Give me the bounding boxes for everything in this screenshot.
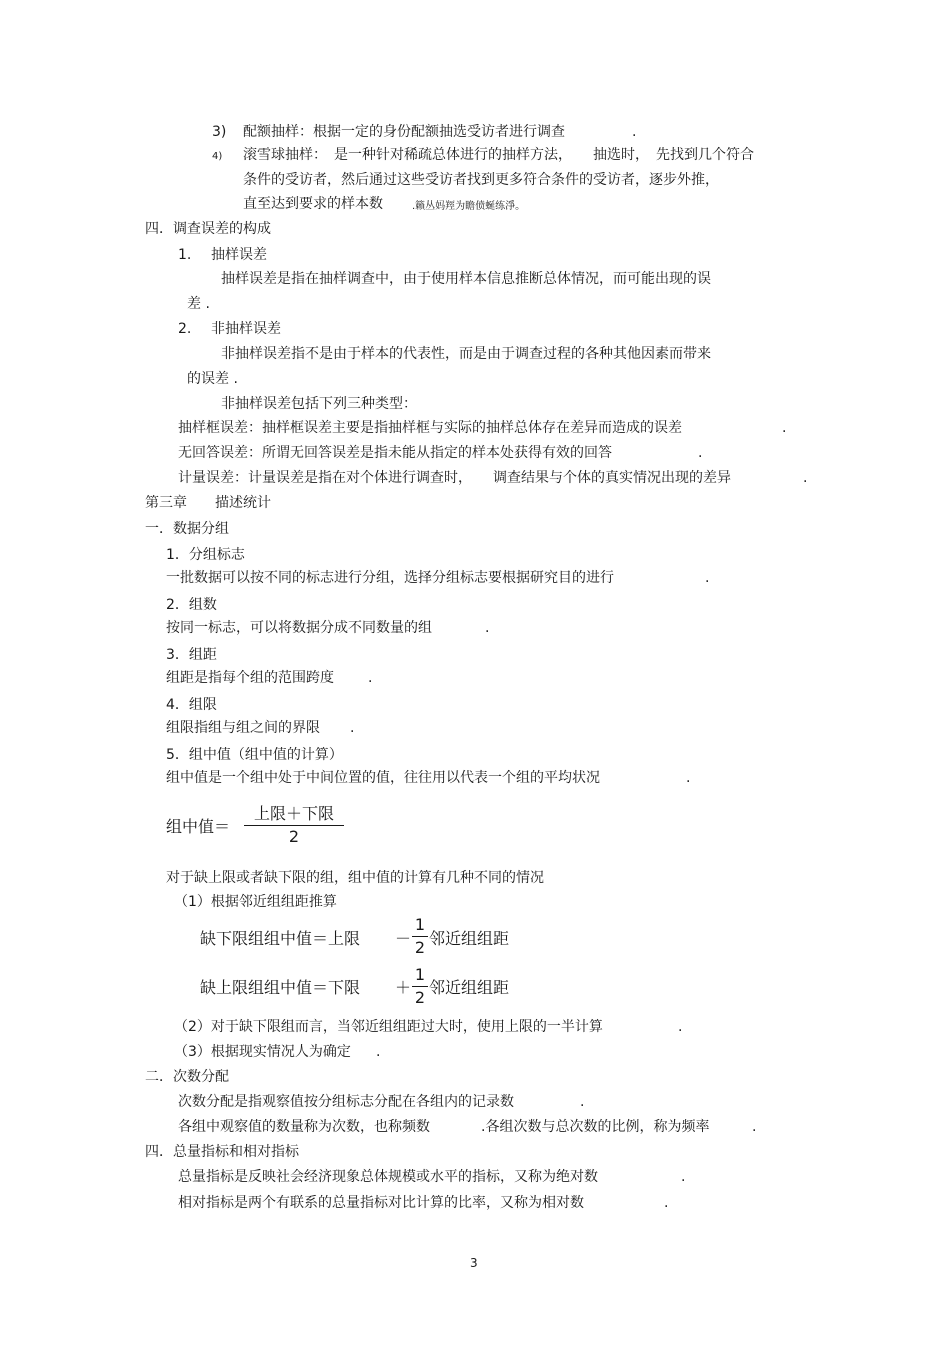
formula-numerator: 1 [414, 965, 426, 984]
error-type: 计量误差：计量误差是指在对个体进行调查时， 调查结果与个体的真实情况出现的差异 [178, 470, 731, 486]
section-heading: 一．数据分组 [145, 521, 229, 537]
formula-denominator: 2 [414, 938, 426, 957]
sub-heading: 5．组中值（组中值的计算） [166, 747, 343, 763]
section-heading: 四．调查误差的构成 [145, 221, 271, 237]
section-heading: 二．次数分配 [145, 1069, 229, 1085]
paragraph: 的误差 . [187, 371, 238, 387]
paragraph: 组限指组与组之间的界限 [166, 720, 320, 736]
sub-heading: 3．组距 [166, 647, 217, 663]
paragraph: 差 . [187, 296, 210, 312]
formula-operator: － [395, 929, 412, 948]
period: . [350, 720, 355, 736]
paragraph: 组距是指每个组的范围跨度 [166, 670, 334, 686]
period: . [485, 620, 490, 636]
period: . [376, 1044, 381, 1060]
paragraph: 组中值是一个组中处于中间位置的值，往往用以代表一个组的平均状况 [166, 770, 600, 786]
formula-fraction [412, 916, 428, 957]
paragraph: 按同一标志，可以将数据分成不同数量的组 [166, 620, 432, 636]
formula-lhs: 缺下限组组中值＝上限 [200, 929, 361, 948]
sub-number: 1. [178, 247, 192, 263]
period: . [698, 445, 703, 461]
paragraph: 总量指标是反映社会经济现象总体规模或水平的指标，又称为绝对数 [178, 1169, 598, 1185]
sub-heading: 2．组数 [166, 597, 217, 613]
formula-fraction [412, 966, 428, 1007]
item-number: 3) [212, 124, 227, 140]
formula-denominator: 2 [414, 988, 426, 1007]
item-text: 直至达到要求的样本数 [243, 196, 383, 212]
period: . [368, 670, 373, 686]
paragraph: .各组次数与总次数的比例，称为频率 [481, 1119, 710, 1135]
paragraph: 非抽样误差指不是由于样本的代表性，而是由于调查过程的各种其他因素而带来 [221, 346, 711, 362]
formula-rhs: 邻近组组距 [429, 929, 510, 948]
item-text: 滚雪球抽样： 是一种针对稀疏总体进行的抽样方法， 抽选时， 先找到几个符合 [243, 147, 754, 163]
paragraph: 次数分配是指观察值按分组标志分配在各组内的记录数 [178, 1094, 514, 1110]
chapter-title: 第三章 描述统计 [145, 495, 271, 511]
paragraph: 一批数据可以按不同的标志进行分组，选择分组标志要根据研究目的进行 [166, 570, 614, 586]
period: . [782, 420, 787, 436]
page-number: 3 [470, 1256, 478, 1270]
paragraph: 各组中观察值的数量称为次数，也称频数 [178, 1119, 430, 1135]
section-heading: 四．总量指标和相对指标 [145, 1144, 299, 1160]
formula-operator: ＋ [395, 978, 412, 997]
sub-heading: 抽样误差 [211, 247, 267, 263]
formula-numerator: 上限＋下限 [253, 804, 334, 823]
period: . [686, 770, 691, 786]
paragraph: 非抽样误差包括下列三种类型： [221, 396, 417, 412]
formula-lhs: 组中值＝ [166, 817, 231, 836]
formula-denominator: 2 [288, 827, 300, 846]
period: . [580, 1094, 585, 1110]
formula-numerator: 1 [414, 915, 426, 934]
period: . [664, 1195, 669, 1211]
period: . [681, 1169, 686, 1185]
period: . [752, 1119, 757, 1135]
paragraph: 对于缺上限或者缺下限的组，组中值的计算有几种不同的情况 [166, 870, 544, 886]
sub-heading: 1．分组标志 [166, 547, 245, 563]
sub-heading: 非抽样误差 [211, 321, 281, 337]
fraction-bar [244, 825, 344, 826]
formula-rhs: 邻近组组距 [429, 978, 510, 997]
paragraph: 抽样误差是指在抽样调查中，由于使用样本信息推断总体情况，而可能出现的误 [221, 271, 711, 287]
error-type: 抽样框误差：抽样框误差主要是指抽样框与实际的抽样总体存在差异而造成的误差 [178, 420, 682, 436]
period: . [705, 570, 710, 586]
period: . [632, 124, 637, 140]
error-type: 无回答误差：所谓无回答误差是指未能从指定的样本处获得有效的回答 [178, 445, 612, 461]
paragraph: 相对指标是两个有联系的总量指标对比计算的比率，又称为相对数 [178, 1195, 584, 1211]
sub-number: 2. [178, 321, 192, 337]
fraction-bar [412, 936, 428, 937]
formula-fraction [244, 805, 344, 846]
fraction-bar [412, 986, 428, 987]
case-heading: （1）根据邻近组组距推算 [174, 894, 337, 910]
watermark-note: .籟丛妈羥为瞻偾蜒练淨。 [412, 201, 526, 212]
period: . [803, 470, 808, 486]
case-heading: （3）根据现实情况人为确定 [174, 1044, 351, 1060]
formula-lhs: 缺上限组组中值＝下限 [200, 978, 361, 997]
period: . [678, 1019, 683, 1035]
case-heading: （2）对于缺下限组而言，当邻近组组距过大时，使用上限的一半计算 [174, 1019, 603, 1035]
item-text: 条件的受访者，然后通过这些受访者找到更多符合条件的受访者，逐步外推， [243, 172, 719, 188]
item-text: 配额抽样：根据一定的身份配额抽选受访者进行调查 [243, 124, 565, 140]
sub-heading: 4．组限 [166, 697, 217, 713]
item-number: 4) [212, 151, 223, 162]
